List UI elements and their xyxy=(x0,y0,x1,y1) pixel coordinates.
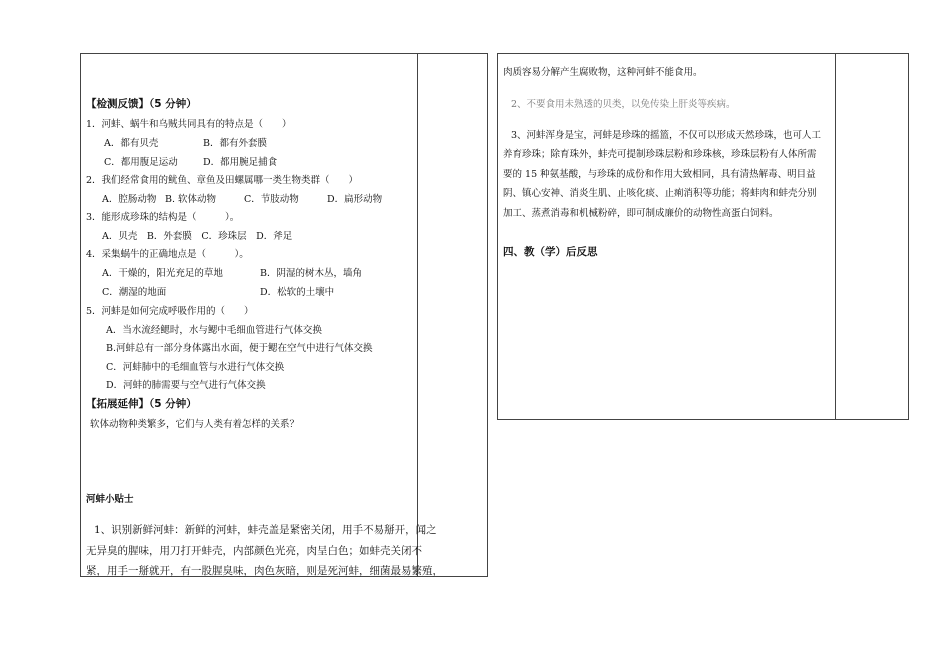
question-4-option-b: B．阴湿的树木丛，墙角 xyxy=(260,268,362,279)
tip-1-line-1: 1、识别新鲜河蚌：新鲜的河蚌，蚌壳盖是紧密关闭，用手不易掰开，闻之 xyxy=(94,524,437,536)
tip-3-line-1: 3、河蚌浑身是宝，河蚌是珍珠的摇篮，不仅可以形成天然珍珠，也可人工 xyxy=(511,130,822,141)
left-table-divider xyxy=(417,54,418,576)
tip-1-continued: 肉质容易分解产生腐败物，这种河蚌不能食用。 xyxy=(503,67,703,78)
extension-question: 软体动物种类繁多，它们与人类有着怎样的关系？ xyxy=(90,419,300,430)
question-1-option-b: B．都有外套膜 xyxy=(203,138,267,149)
question-1: 1．河蚌、蜗牛和乌贼共同具有的特点是（ ） xyxy=(86,119,292,130)
question-5-option-b: B.河蚌总有一部分身体露出水面，便于鳃在空气中进行气体交换 xyxy=(106,343,373,354)
question-3-options: A．贝壳 B．外套膜 C．珍珠层 D．斧足 xyxy=(102,231,293,242)
tip-3-line-2: 养育珍珠；除育珠外，蚌壳可提制珍珠层粉和珍珠核，珍珠层粉有人体所需 xyxy=(503,149,817,160)
question-5-option-c: C．河蚌肺中的毛细血管与水进行气体交换 xyxy=(106,362,285,373)
question-1-option-c: C．都用腹足运动 xyxy=(104,157,178,168)
section-title-feedback: 【检测反馈】（5 分钟） xyxy=(86,98,197,110)
tip-3-line-4: 阴、镇心安神、消炎生肌、止咳化痰、止痢消积等功能；将蚌肉和蚌壳分别 xyxy=(503,188,817,199)
section-title-extension: 【拓展延伸】（5 分钟） xyxy=(86,398,197,410)
question-2-option-b: B. 软体动物 xyxy=(165,194,217,205)
question-2: 2．我们经常食用的鱿鱼、章鱼及田螺属哪一类生物类群（ ） xyxy=(86,175,359,186)
question-5-option-d: D．河蚌的肺需要与空气进行气体交换 xyxy=(106,380,266,391)
question-1-option-a: A．都有贝壳 xyxy=(104,138,159,149)
right-table-divider xyxy=(835,54,836,419)
tips-title: 河蚌小贴士 xyxy=(86,494,134,505)
question-4-option-a: A．干燥的，阳光充足的草地 xyxy=(102,268,223,279)
tip-1-line-2: 无异臭的腥味，用刀打开蚌壳，内部颜色光亮，肉呈白色；如蚌壳关闭不 xyxy=(86,545,422,557)
question-2-option-d: D．扁形动物 xyxy=(327,194,383,205)
section-title-reflection: 四、教（学）后反思 xyxy=(503,246,598,258)
question-5: 5．河蚌是如何完成呼吸作用的（ ） xyxy=(86,306,254,317)
question-5-option-a: A．当水流经鳃时，水与鳃中毛细血管进行气体交换 xyxy=(106,325,322,336)
question-3: 3．能形成珍珠的结构是（ ）。 xyxy=(86,212,240,223)
question-4-option-d: D．松软的土壤中 xyxy=(260,287,335,298)
tip-3-line-3: 要的 15 种氨基酸，与珍珠的成份和作用大致相同，具有清热解毒、明目益 xyxy=(503,169,816,180)
tip-3-line-5: 加工、蒸煮消毒和机械粉碎，即可制成廉价的动物性高蛋白饲料。 xyxy=(503,208,779,219)
question-4-option-c: C．潮湿的地面 xyxy=(102,287,167,298)
question-2-option-c: C．节肢动物 xyxy=(244,194,299,205)
question-4: 4．采集蜗牛的正确地点是（ ）。 xyxy=(86,249,249,260)
question-1-option-d: D．都用腕足捕食 xyxy=(203,157,278,168)
question-2-option-a: A．腔肠动物 xyxy=(102,194,157,205)
tip-2: 2、不要食用未熟透的贝类，以免传染上肝炎等疾病。 xyxy=(511,99,736,110)
tip-1-line-3: 紧，用手一掰就开，有一股腥臭味，肉色灰暗，则是死河蚌，细菌最易繁殖， xyxy=(86,565,443,577)
